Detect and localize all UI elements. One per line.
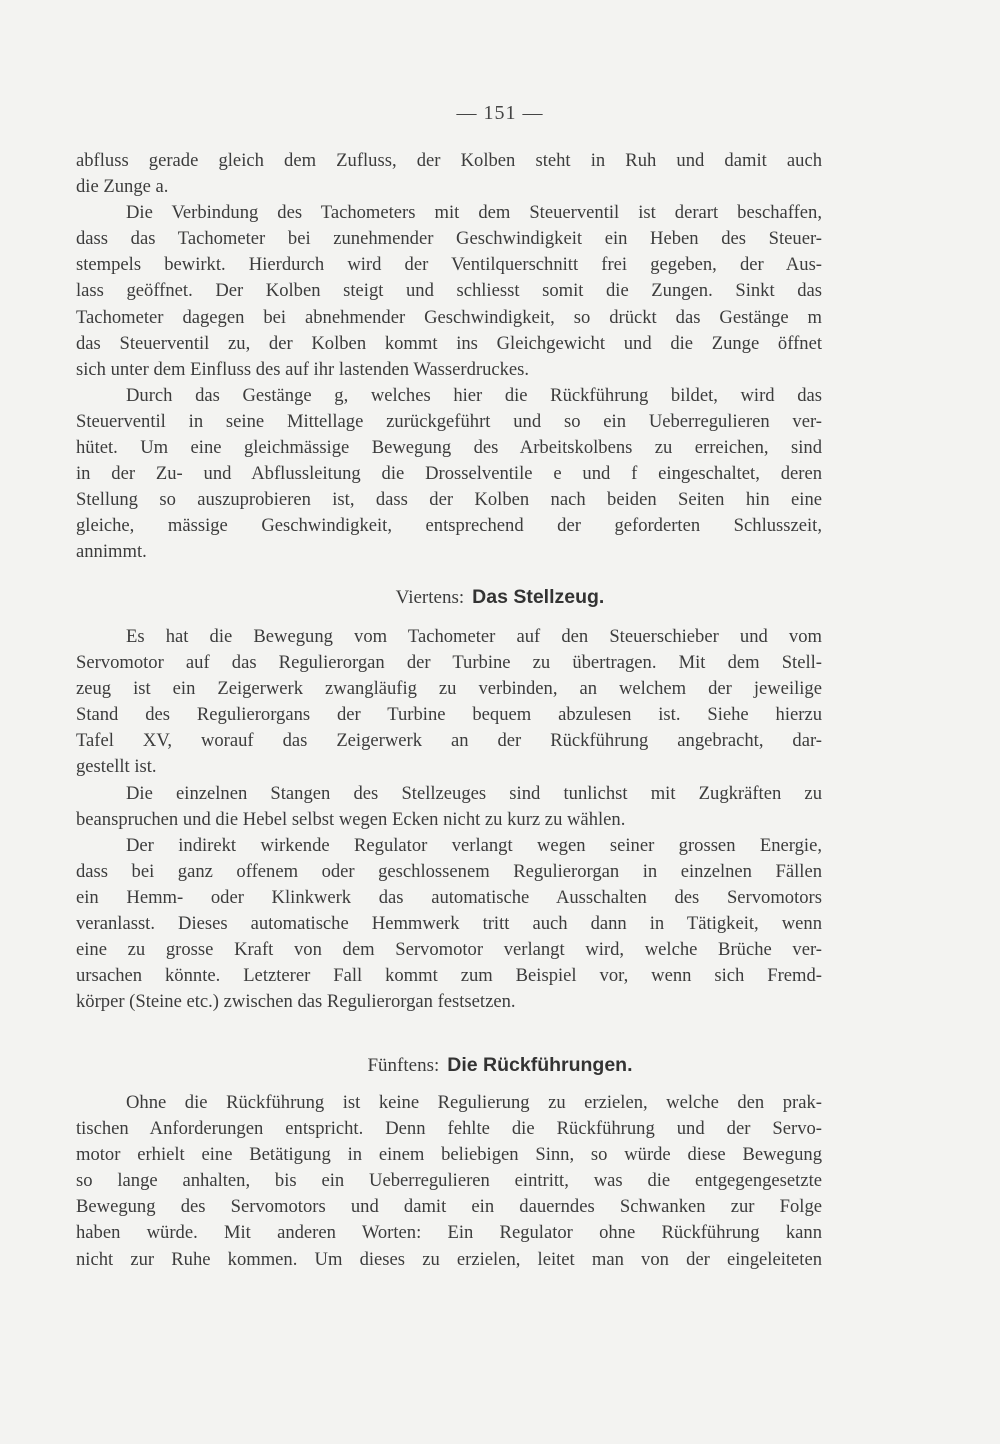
- paragraph-block-2: [76, 624, 822, 1015]
- text-line: Servomotor auf das Regulierorgan der Turbine zu übertragen. Mit dem Stell-: [76, 652, 822, 674]
- text-line: ein Hemm- oder Klinkwerk das automatische Ausschalten des Servomotors: [76, 886, 822, 908]
- text-line: Es hat die Bewegung vom Tachometer auf den Steuerschieber und vom: [126, 626, 822, 647]
- text-line: Stellung so auszuprobieren ist, dass der Kolben nach beiden Seiten hin eine: [76, 489, 822, 511]
- section-heading-title: Die Rückführungen.: [447, 1054, 633, 1076]
- text-line: annimmt.: [76, 541, 147, 563]
- text-line: Durch das Gestänge g, welches hier die Rückführung bildet, wird das: [126, 384, 822, 406]
- text-line: Tachometer dagegen bei abnehmender Geschwindigkeit, so drückt das Gestänge m: [76, 306, 822, 328]
- text-line: tischen Anforderungen entspricht. Denn fehlte die Rückführung und der Servo-: [76, 1118, 822, 1140]
- text-line: sich unter dem Einfluss des auf ihr lastenden Wasserdruckes.: [76, 358, 530, 380]
- text-line: zeug ist ein Zeigerwerk zwangläufig zu verbinden, an welchem der jeweilige: [76, 678, 822, 700]
- text-line: stempels bewirkt. Hierdurch wird der Ventilquerschnitt frei gegeben, der Aus-: [76, 254, 822, 276]
- section-heading-viertens: [0, 586, 1000, 609]
- text-line: Tafel XV, worauf das Zeigerwerk an der Rückführung angebracht, dar-: [76, 730, 822, 752]
- section-heading-label: Viertens:: [395, 587, 465, 608]
- text-line: motor erhielt eine Betätigung in einem beliebigen Sinn, so würde diese Bewegung: [76, 1144, 822, 1166]
- text-line: veranlasst. Dieses automatische Hemmwerk tritt auch dann in Tätigkeit, wenn: [76, 913, 822, 935]
- text-line: in der Zu- und Abflussleitung die Drosselventile e und f eingeschaltet, deren: [76, 463, 822, 485]
- text-line: Die Verbindung des Tachometers mit dem Steuerventil ist derart beschaffen,: [126, 202, 822, 224]
- text-line: abfluss gerade gleich dem Zufluss, der Kolben steht in Ruh und damit auch: [76, 150, 822, 171]
- text-line: eine zu grosse Kraft von dem Servomotor verlangt wird, welche Brüche ver-: [76, 939, 822, 961]
- section-heading-fuenftens: [0, 1054, 1000, 1077]
- text-line: Bewegung des Servomotors und damit ein dauerndes Schwanken zur Folge: [76, 1196, 822, 1218]
- text-line: körper (Steine etc.) zwischen das Regulierorgan festsetzen.: [76, 991, 516, 1013]
- text-line: so lange anhalten, bis ein Ueberregulieren eintritt, was die entgegengesetzte: [76, 1170, 822, 1192]
- text-line: gleiche, mässige Geschwindigkeit, entsprechend der geforderten Schlusszeit,: [76, 515, 822, 537]
- text-line: haben würde. Mit anderen Worten: Ein Regulator ohne Rückführung kann: [76, 1222, 822, 1244]
- text-line: Steuerventil in seine Mittellage zurückgeführt und so ein Ueberregulieren ver-: [76, 410, 822, 432]
- paragraph-block-3: [76, 1090, 822, 1273]
- text-line: nicht zur Ruhe kommen. Um dieses zu erzielen, leitet man von der eingeleiteten: [76, 1248, 822, 1270]
- section-heading-label: Fünftens:: [367, 1055, 440, 1076]
- section-heading-title: Das Stellzeug.: [472, 586, 605, 608]
- text-line: Der indirekt wirkende Regulator verlangt wegen seiner grossen Energie,: [126, 834, 822, 856]
- text-line: gestellt ist.: [76, 756, 157, 778]
- text-line: Stand des Regulierorgans der Turbine bequem abzulesen ist. Siehe hierzu: [76, 704, 822, 726]
- paragraph-block-1: [76, 148, 822, 566]
- text-line: ursachen könnte. Letzterer Fall kommt zum Beispiel vor, wenn sich Fremd-: [76, 965, 822, 987]
- page-number: — 151 —: [456, 102, 544, 124]
- text-line: Ohne die Rückführung ist keine Regulierung zu erzielen, welche den prak-: [126, 1092, 822, 1113]
- text-line: die Zunge a.: [76, 176, 169, 198]
- text-line: hütet. Um eine gleichmässige Bewegung des Arbeitskolbens zu erreichen, sind: [76, 437, 822, 459]
- text-line: dass das Tachometer bei zunehmender Geschwindigkeit ein Heben des Steuer-: [76, 228, 822, 250]
- text-line: lass geöffnet. Der Kolben steigt und schliesst somit die Zungen. Sinkt das: [76, 280, 822, 302]
- text-line: Die einzelnen Stangen des Stellzeuges sind tunlichst mit Zugkräften zu: [126, 782, 822, 804]
- text-line: dass bei ganz offenem oder geschlossenem Regulierorgan in einzelnen Fällen: [76, 860, 822, 882]
- text-line: beanspruchen und die Hebel selbst wegen Ecken nicht zu kurz zu wählen.: [76, 808, 626, 830]
- text-line: das Steuerventil zu, der Kolben kommt ins Gleichgewicht und die Zunge öffnet: [76, 332, 822, 354]
